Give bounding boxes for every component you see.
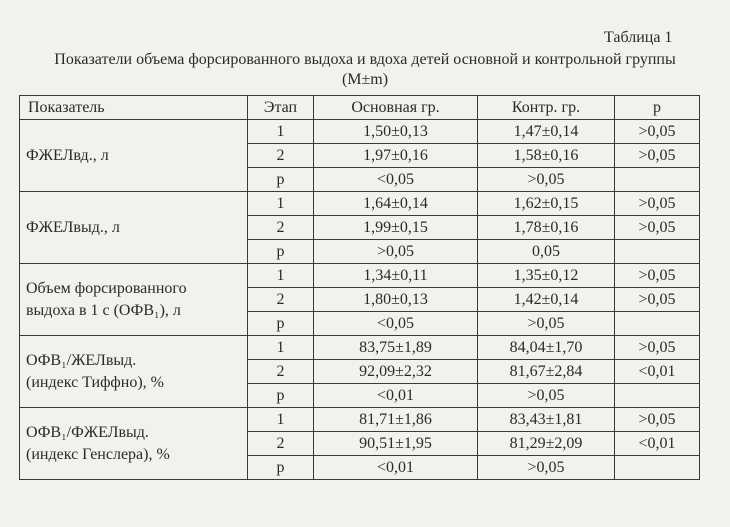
control-group-cell: 1,78±0,16 (478, 216, 615, 240)
control-group-cell: 1,58±0,16 (478, 144, 615, 168)
p-cell: >0,05 (615, 408, 700, 432)
indicator-cell (20, 336, 248, 408)
main-group-cell: 1,97±0,16 (314, 144, 478, 168)
table-row (20, 336, 700, 360)
main-group-cell: 90,51±1,95 (314, 432, 478, 456)
control-group-cell: >0,05 (478, 456, 615, 480)
header-p: p (615, 96, 700, 120)
stage-cell: p (248, 168, 314, 192)
main-group-cell: 1,50±0,13 (314, 120, 478, 144)
stage-cell: 2 (248, 216, 314, 240)
indicator-line-1: Объем форсированного (26, 279, 187, 297)
p-cell: >0,05 (615, 144, 700, 168)
table-row (20, 192, 700, 216)
stage-cell: 1 (248, 264, 314, 288)
table-row (20, 120, 700, 144)
indicator-text: ФЖЕЛвыд., л (26, 218, 120, 236)
main-group-cell: >0,05 (314, 240, 478, 264)
stage-cell: 2 (248, 144, 314, 168)
main-group-cell: <0,05 (314, 168, 478, 192)
indicator-line-2: (индекс Тиффно), % (26, 373, 164, 391)
table-row (20, 408, 700, 432)
header-stage: Этап (248, 96, 314, 120)
control-group-cell: 84,04±1,70 (478, 336, 615, 360)
stage-cell: p (248, 312, 314, 336)
control-group-cell: 1,35±0,12 (478, 264, 615, 288)
stage-cell: 1 (248, 408, 314, 432)
p-cell: >0,05 (615, 288, 700, 312)
indicator-line-1: ОФВ₁/ФЖЕЛвыд. (26, 423, 149, 441)
p-cell: <0,01 (615, 360, 700, 384)
main-group-cell: <0,05 (314, 312, 478, 336)
header-control-group: Контр. гр. (478, 96, 615, 120)
main-group-cell: <0,01 (314, 456, 478, 480)
header-row (20, 96, 700, 120)
main-group-cell: 1,99±0,15 (314, 216, 478, 240)
indicator-line-2: (индекс Генслера), % (26, 445, 170, 463)
p-cell: >0,05 (615, 336, 700, 360)
main-group-cell: 81,71±1,86 (314, 408, 478, 432)
control-group-cell: 0,05 (478, 240, 615, 264)
header-main-group: Основная гр. (314, 96, 478, 120)
main-group-cell: 83,75±1,89 (314, 336, 478, 360)
table-row (20, 264, 700, 288)
control-group-cell: 1,47±0,14 (478, 120, 615, 144)
stage-cell: 1 (248, 192, 314, 216)
stage-cell: p (248, 240, 314, 264)
indicator-cell (20, 192, 248, 264)
stage-cell: 2 (248, 360, 314, 384)
control-group-cell: 81,29±2,09 (478, 432, 615, 456)
main-group-cell: 92,09±2,32 (314, 360, 478, 384)
indicator-cell (20, 120, 248, 192)
main-group-cell: 1,34±0,11 (314, 264, 478, 288)
control-group-cell: 81,67±2,84 (478, 360, 615, 384)
stage-cell: 1 (248, 120, 314, 144)
control-group-cell: 83,43±1,81 (478, 408, 615, 432)
table-number-label: Таблица 1 (604, 29, 673, 46)
main-group-cell: 1,80±0,13 (314, 288, 478, 312)
p-cell: >0,05 (615, 216, 700, 240)
p-cell (615, 312, 700, 336)
stage-cell: 2 (248, 288, 314, 312)
indicator-cell (20, 408, 248, 480)
stage-cell: p (248, 456, 314, 480)
p-cell (615, 168, 700, 192)
table-caption: Показатели объема форсированного выдоха и вдоха детей основной и контрольной группы (M±m) (54, 51, 676, 88)
indicator-text: ФЖЕЛвд., л (26, 146, 109, 164)
p-cell (615, 384, 700, 408)
results-table (19, 95, 700, 480)
header-indicator: Показатель (20, 96, 248, 120)
stage-cell: 2 (248, 432, 314, 456)
p-cell: <0,01 (615, 432, 700, 456)
p-cell: >0,05 (615, 120, 700, 144)
p-cell (615, 240, 700, 264)
control-group-cell: >0,05 (478, 168, 615, 192)
main-group-cell: 1,64±0,14 (314, 192, 478, 216)
stage-cell: p (248, 384, 314, 408)
indicator-line-2: выдоха в 1 с (ОФВ₁), л (26, 301, 181, 319)
indicator-cell (20, 264, 248, 336)
p-cell: >0,05 (615, 264, 700, 288)
control-group-cell: 1,42±0,14 (478, 288, 615, 312)
control-group-cell: >0,05 (478, 384, 615, 408)
p-cell (615, 456, 700, 480)
control-group-cell: >0,05 (478, 312, 615, 336)
stage-cell: 1 (248, 336, 314, 360)
main-group-cell: <0,01 (314, 384, 478, 408)
p-cell: >0,05 (615, 192, 700, 216)
control-group-cell: 1,62±0,15 (478, 192, 615, 216)
indicator-line-1: ОФВ₁/ЖЕЛвыд. (26, 351, 137, 369)
